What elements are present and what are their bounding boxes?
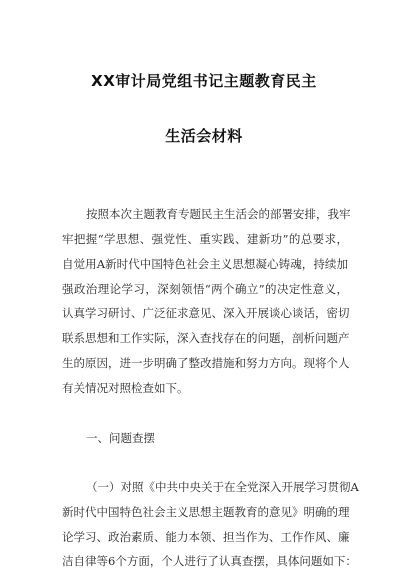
- paragraph-line: 洁自律等6个方面，个人进行了认真查摆，具体问题如下：: [62, 554, 357, 568]
- paragraph-line: 牢把握“学思想、强党性、重实践、建新功”的总要求，: [62, 232, 348, 246]
- paragraph-line: 按照本次主题教育专题民主生活会的部署安排，我牢: [86, 207, 351, 221]
- paragraph-line: 自觉用A新时代中国特色社会主义思想凝心铸魂，持续加: [62, 257, 348, 271]
- paragraph-line: 强政治理论学习，深刻领悟“两个确立”的决定性意义，: [62, 282, 348, 296]
- paragraph-line: 论学习、政治素质、能力本领、担当作为、工作作风、廉: [62, 530, 350, 544]
- paragraph-line: 新时代中国特色社会主义思想主题教育的意见》明确的理: [62, 505, 350, 519]
- paragraph-line: 有关情况对照检查如下。: [62, 381, 189, 395]
- section-heading: 一、问题查摆: [86, 431, 155, 445]
- paragraph-line: 联系思想和工作实际，深入查找存在的问题，剖析问题产: [62, 331, 350, 345]
- document-title-line-1: XX审计局党组书记主题教育民主: [91, 72, 317, 90]
- paragraph-line: 认真学习研讨、广泛征求意见、深入开展谈心谈话，密切: [62, 306, 350, 320]
- paragraph-line: （一）对照《中共中央关于在全党深入开展学习贯彻A: [86, 480, 359, 494]
- paragraph-line: 生的原因，进一步明确了整改措施和努力方向。现将个人: [62, 356, 350, 370]
- document-title-line-2: 生活会材料: [165, 127, 243, 145]
